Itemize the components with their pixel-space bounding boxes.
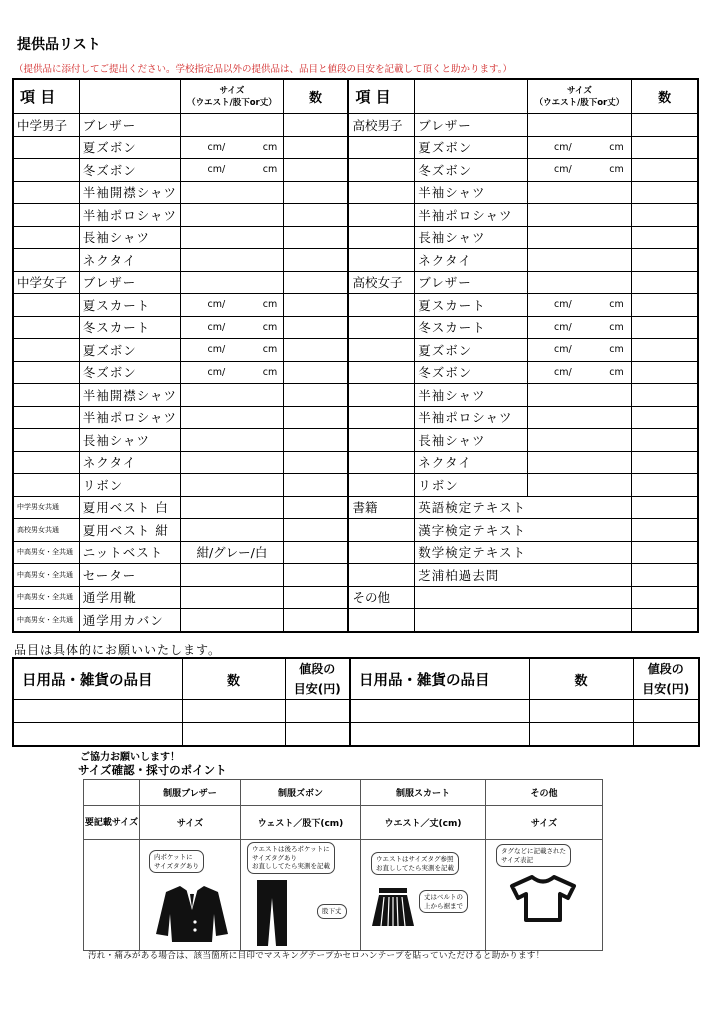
count-cell[interactable] (283, 159, 348, 182)
skirt-tip-bubble: ウエストはサイズタグ参照 お直ししてたら実測を記載 (371, 852, 459, 875)
daily-price-cell[interactable] (633, 723, 699, 747)
item-name: 半袖開襟シャツ (79, 181, 180, 204)
category-label (348, 339, 414, 362)
item-name: 冬スカート (415, 316, 527, 339)
bottom-note: 汚れ・痛みがある場合は、該当箇所に目印でマスキングテープかセロハンテープを貼っていただけると助かります！ (88, 951, 545, 961)
item-name: ネクタイ (415, 451, 527, 474)
category-label (13, 429, 79, 452)
item-name: 長袖シャツ (79, 429, 180, 452)
item-name: 夏ズボン (415, 136, 527, 159)
item-name: ブレザー (415, 271, 527, 294)
category-label (348, 406, 414, 429)
count-cell[interactable] (632, 564, 698, 587)
size-cell[interactable] (181, 226, 283, 249)
daily-count-header: 数 (182, 658, 285, 700)
category-label: 中学男女共通 (13, 496, 79, 519)
category-label (348, 451, 414, 474)
category-label: 高校男子 (348, 114, 414, 137)
table-row (13, 429, 698, 452)
guide-col-skirt: 制服スカート (361, 780, 486, 806)
item-name: セーター (79, 564, 180, 587)
item-name: ニットベスト (79, 541, 180, 564)
category-label (13, 159, 79, 182)
size-cell[interactable] (527, 181, 631, 204)
guide-size-other: サイズ (486, 806, 603, 840)
size-cell[interactable] (181, 384, 283, 407)
size-cell[interactable] (527, 451, 631, 474)
item-header: 項 目 (348, 79, 414, 114)
item-name: 夏用ベスト 紺 (79, 519, 180, 542)
count-cell[interactable] (632, 451, 698, 474)
size-cell[interactable] (181, 451, 283, 474)
count-cell[interactable] (632, 339, 698, 362)
guide-col-pants: 制服ズボン (241, 780, 361, 806)
item-name: 長袖シャツ (415, 429, 527, 452)
item-name: 夏スカート (415, 294, 527, 317)
category-label (348, 181, 414, 204)
count-cell[interactable] (632, 586, 698, 609)
count-cell[interactable] (283, 181, 348, 204)
count-cell[interactable] (632, 541, 698, 564)
category-label (13, 384, 79, 407)
size-cell[interactable] (181, 519, 283, 542)
table-row (13, 271, 698, 294)
item-name: 芝浦柏過去問 (415, 564, 632, 587)
skirt-icon (371, 888, 415, 928)
category-label (348, 564, 414, 587)
count-cell[interactable] (632, 406, 698, 429)
category-label: 中高男女・全共通 (13, 541, 79, 564)
item-name: 長袖シャツ (79, 226, 180, 249)
size-cell[interactable] (527, 384, 631, 407)
count-cell[interactable] (283, 586, 348, 609)
item-name: 英語検定テキスト (415, 496, 632, 519)
daily-count-cell[interactable] (529, 700, 633, 723)
table-row (13, 474, 698, 497)
daily-item-cell[interactable] (350, 700, 529, 723)
count-cell[interactable] (283, 609, 348, 632)
size-cell[interactable] (527, 406, 631, 429)
count-cell[interactable] (632, 384, 698, 407)
size-cell[interactable] (181, 609, 283, 632)
size-cell[interactable] (527, 204, 631, 227)
size-cell[interactable]: cm/ cm (181, 339, 283, 362)
category-label (348, 204, 414, 227)
category-label (13, 226, 79, 249)
category-label: 高校女子 (348, 271, 414, 294)
size-cell[interactable] (527, 226, 631, 249)
daily-count-header: 数 (529, 658, 633, 700)
category-label (348, 541, 414, 564)
count-cell[interactable] (632, 136, 698, 159)
daily-item-header: 日用品・雑貨の品目 (13, 658, 182, 700)
item-name: 漢字検定テキスト (415, 519, 632, 542)
item-name: 半袖ポロシャツ (415, 204, 527, 227)
category-label (13, 316, 79, 339)
category-label: 中高男女・全共通 (13, 586, 79, 609)
count-cell[interactable] (283, 316, 348, 339)
size-cell[interactable]: cm/ cm (181, 159, 283, 182)
daily-item-cell[interactable] (350, 723, 529, 747)
count-cell[interactable] (632, 474, 698, 497)
specific-note: 品目は具体的にお願いいたします。 (14, 643, 222, 657)
size-cell[interactable]: cm/ cm (527, 136, 631, 159)
item-name (415, 586, 632, 609)
size-cell[interactable] (181, 114, 283, 137)
table-row (13, 204, 698, 227)
table-row (13, 114, 698, 137)
category-label (348, 316, 414, 339)
category-label (348, 474, 414, 497)
item-name: 半袖ポロシャツ (79, 406, 180, 429)
count-cell[interactable] (283, 226, 348, 249)
guide-row-label: 要記載サイズ (84, 806, 140, 840)
size-cell[interactable]: cm/ cm (527, 339, 631, 362)
measure-points-heading: サイズ確認・採寸のポイント (78, 763, 227, 777)
table-row (13, 564, 698, 587)
category-label (13, 451, 79, 474)
count-cell[interactable] (632, 496, 698, 519)
table-row (13, 226, 698, 249)
item-name: 半袖シャツ (415, 181, 527, 204)
item-name: 夏ズボン (79, 339, 180, 362)
instruction-note: （提供品に添付してご提出ください。学校指定品以外の提供品は、品目と値段の目安を記載して頂くと助かります。） (14, 64, 512, 75)
count-cell[interactable] (283, 429, 348, 452)
count-cell[interactable] (632, 249, 698, 272)
item-name: 夏ズボン (79, 136, 180, 159)
count-cell[interactable] (632, 226, 698, 249)
guide-blazer-cell (140, 840, 241, 951)
size-cell[interactable] (181, 181, 283, 204)
count-cell[interactable] (632, 294, 698, 317)
category-label (13, 339, 79, 362)
pants-icon (255, 878, 289, 948)
size-cell[interactable] (181, 406, 283, 429)
item-name: ネクタイ (79, 249, 180, 272)
category-label (348, 429, 414, 452)
size-cell[interactable] (181, 249, 283, 272)
category-label (13, 294, 79, 317)
daily-count-cell[interactable] (182, 723, 285, 747)
item-name: リボン (415, 474, 527, 497)
category-label (13, 361, 79, 384)
count-cell[interactable] (632, 114, 698, 137)
size-cell[interactable] (527, 114, 631, 137)
cooperation-text: ご協力お願いします！ (80, 752, 180, 763)
table-row (13, 541, 698, 564)
guide-size-pants: ウェスト／股下(cm) (241, 806, 361, 840)
size-cell[interactable] (181, 564, 283, 587)
daily-price-header: 値段の 目安(円) (633, 658, 699, 700)
item-name: ブレザー (79, 114, 180, 137)
category-label (348, 609, 414, 632)
daily-item-cell[interactable] (13, 723, 182, 747)
guide-pants-cell (241, 840, 361, 951)
category-label (348, 159, 414, 182)
size-guide-table (83, 779, 603, 951)
daily-item-cell[interactable] (13, 700, 182, 723)
item-name: 夏スカート (79, 294, 180, 317)
count-cell[interactable] (283, 384, 348, 407)
category-label (13, 204, 79, 227)
daily-price-cell[interactable] (633, 700, 699, 723)
category-label (13, 474, 79, 497)
count-cell[interactable] (632, 159, 698, 182)
size-cell[interactable] (527, 271, 631, 294)
size-cell[interactable] (181, 429, 283, 452)
item-name: 冬ズボン (79, 361, 180, 384)
page-title: 提供品リスト (17, 37, 101, 53)
table-row (13, 451, 698, 474)
count-cell[interactable] (283, 496, 348, 519)
count-cell[interactable] (283, 474, 348, 497)
category-label: 中学男子 (13, 114, 79, 137)
category-label (13, 406, 79, 429)
daily-price-header: 値段の 目安(円) (285, 658, 350, 700)
item-name: ネクタイ (79, 451, 180, 474)
count-cell[interactable] (632, 429, 698, 452)
size-cell[interactable] (527, 474, 631, 497)
item-name: 半袖ポロシャツ (79, 204, 180, 227)
item-name: ブレザー (79, 271, 180, 294)
count-cell[interactable] (283, 541, 348, 564)
count-cell[interactable] (632, 609, 698, 632)
guide-size-skirt: ウエスト／丈(cm) (361, 806, 486, 840)
category-label (13, 181, 79, 204)
blazer-icon (152, 884, 232, 944)
count-header: 数 (632, 79, 698, 114)
count-cell[interactable] (283, 294, 348, 317)
guide-header-row (84, 780, 603, 806)
count-cell[interactable] (283, 339, 348, 362)
size-cell[interactable]: cm/ cm (527, 316, 631, 339)
daily-count-cell[interactable] (182, 700, 285, 723)
table-row (13, 384, 698, 407)
size-cell[interactable] (181, 586, 283, 609)
item-name: ネクタイ (415, 249, 527, 272)
size-cell[interactable]: 紺/グレー/白 (181, 541, 283, 564)
size-cell[interactable]: cm/ cm (181, 361, 283, 384)
category-label: 高校男女共通 (13, 519, 79, 542)
category-label (13, 136, 79, 159)
size-cell[interactable]: cm/ cm (527, 361, 631, 384)
item-name: 夏用ベスト 白 (79, 496, 180, 519)
category-label: 中学女子 (13, 271, 79, 294)
count-cell[interactable] (283, 271, 348, 294)
guide-size-row (84, 806, 603, 840)
count-cell[interactable] (632, 316, 698, 339)
size-cell[interactable]: cm/ cm (181, 136, 283, 159)
inseam-bubble: 股下丈 (317, 904, 347, 919)
table-row (13, 361, 698, 384)
guide-other-cell (486, 840, 603, 951)
table-row (13, 519, 698, 542)
count-cell[interactable] (283, 114, 348, 137)
size-cell[interactable] (181, 496, 283, 519)
item-name: 冬スカート (79, 316, 180, 339)
count-cell[interactable] (632, 204, 698, 227)
category-label (348, 226, 414, 249)
category-label (348, 249, 414, 272)
count-cell[interactable] (283, 136, 348, 159)
size-header: サイズ （ウエスト/股下or丈） (181, 79, 283, 114)
daily-count-cell[interactable] (529, 723, 633, 747)
count-cell[interactable] (283, 204, 348, 227)
size-cell[interactable] (181, 271, 283, 294)
size-cell[interactable] (527, 429, 631, 452)
item-name: 冬ズボン (415, 159, 527, 182)
daily-goods-table (12, 657, 700, 747)
inventory-header-row (13, 79, 698, 114)
item-header: 項 目 (13, 79, 79, 114)
count-cell[interactable] (283, 519, 348, 542)
guide-size-blazer: サイズ (140, 806, 241, 840)
table-row (13, 316, 698, 339)
item-name: 通学用靴 (79, 586, 180, 609)
item-name: 通学用カバン (79, 609, 180, 632)
item-name: 長袖シャツ (415, 226, 527, 249)
count-cell[interactable] (632, 181, 698, 204)
item-name: 半袖ポロシャツ (415, 406, 527, 429)
table-row (13, 249, 698, 272)
category-label: 書籍 (348, 496, 414, 519)
item-name: 半袖開襟シャツ (79, 384, 180, 407)
count-cell[interactable] (283, 406, 348, 429)
daily-row (13, 723, 699, 747)
table-row (13, 496, 698, 519)
size-cell[interactable] (527, 249, 631, 272)
size-cell[interactable]: cm/ cm (181, 316, 283, 339)
table-row (13, 294, 698, 317)
category-label: その他 (348, 586, 414, 609)
guide-illustration-row (84, 840, 603, 951)
count-cell[interactable] (632, 271, 698, 294)
count-cell[interactable] (632, 361, 698, 384)
size-cell[interactable] (181, 204, 283, 227)
daily-row (13, 700, 699, 723)
item-name: 夏ズボン (415, 339, 527, 362)
size-cell[interactable] (181, 474, 283, 497)
size-cell[interactable]: cm/ cm (527, 294, 631, 317)
category-label (348, 519, 414, 542)
pants-tip-bubble: ウエストは後ろポケットに サイズタグあり お直ししてたら実測を記載 (247, 842, 335, 874)
table-row (13, 136, 698, 159)
inventory-table (12, 78, 699, 633)
other-tip-bubble: タグなどに記載された サイズ表記 (496, 844, 571, 867)
guide-col-blazer: 制服ブレザー (140, 780, 241, 806)
size-header: サイズ （ウエスト/股下or丈） (527, 79, 631, 114)
item-name: 半袖シャツ (415, 384, 527, 407)
table-row (13, 181, 698, 204)
daily-item-header: 日用品・雑貨の品目 (350, 658, 529, 700)
daily-price-cell[interactable] (285, 723, 350, 747)
category-label (348, 361, 414, 384)
count-header: 数 (283, 79, 348, 114)
daily-price-cell[interactable] (285, 700, 350, 723)
table-row (13, 609, 698, 632)
guide-col-other: その他 (486, 780, 603, 806)
category-label (348, 294, 414, 317)
skirt-length-bubble: 丈はベルトの 上から裾まで (419, 890, 468, 913)
item-name: 冬ズボン (79, 159, 180, 182)
item-name: ブレザー (415, 114, 527, 137)
count-cell[interactable] (283, 361, 348, 384)
size-cell[interactable]: cm/ cm (181, 294, 283, 317)
item-name: リボン (79, 474, 180, 497)
category-label: 中高男女・全共通 (13, 564, 79, 587)
blazer-tip-bubble: 内ポケットに サイズタグあり (149, 850, 204, 873)
table-row (13, 406, 698, 429)
item-name (415, 609, 632, 632)
size-cell[interactable]: cm/ cm (527, 159, 631, 182)
category-label (348, 136, 414, 159)
guide-skirt-cell (361, 840, 486, 951)
count-cell[interactable] (283, 249, 348, 272)
count-cell[interactable] (632, 519, 698, 542)
item-name: 数学検定テキスト (415, 541, 632, 564)
category-label: 中高男女・全共通 (13, 609, 79, 632)
category-label (13, 249, 79, 272)
tshirt-icon (508, 874, 578, 922)
table-row (13, 159, 698, 182)
count-cell[interactable] (283, 451, 348, 474)
item-name: 冬ズボン (415, 361, 527, 384)
daily-header-row (13, 658, 699, 700)
category-label (348, 384, 414, 407)
count-cell[interactable] (283, 564, 348, 587)
table-row (13, 586, 698, 609)
table-row (13, 339, 698, 362)
